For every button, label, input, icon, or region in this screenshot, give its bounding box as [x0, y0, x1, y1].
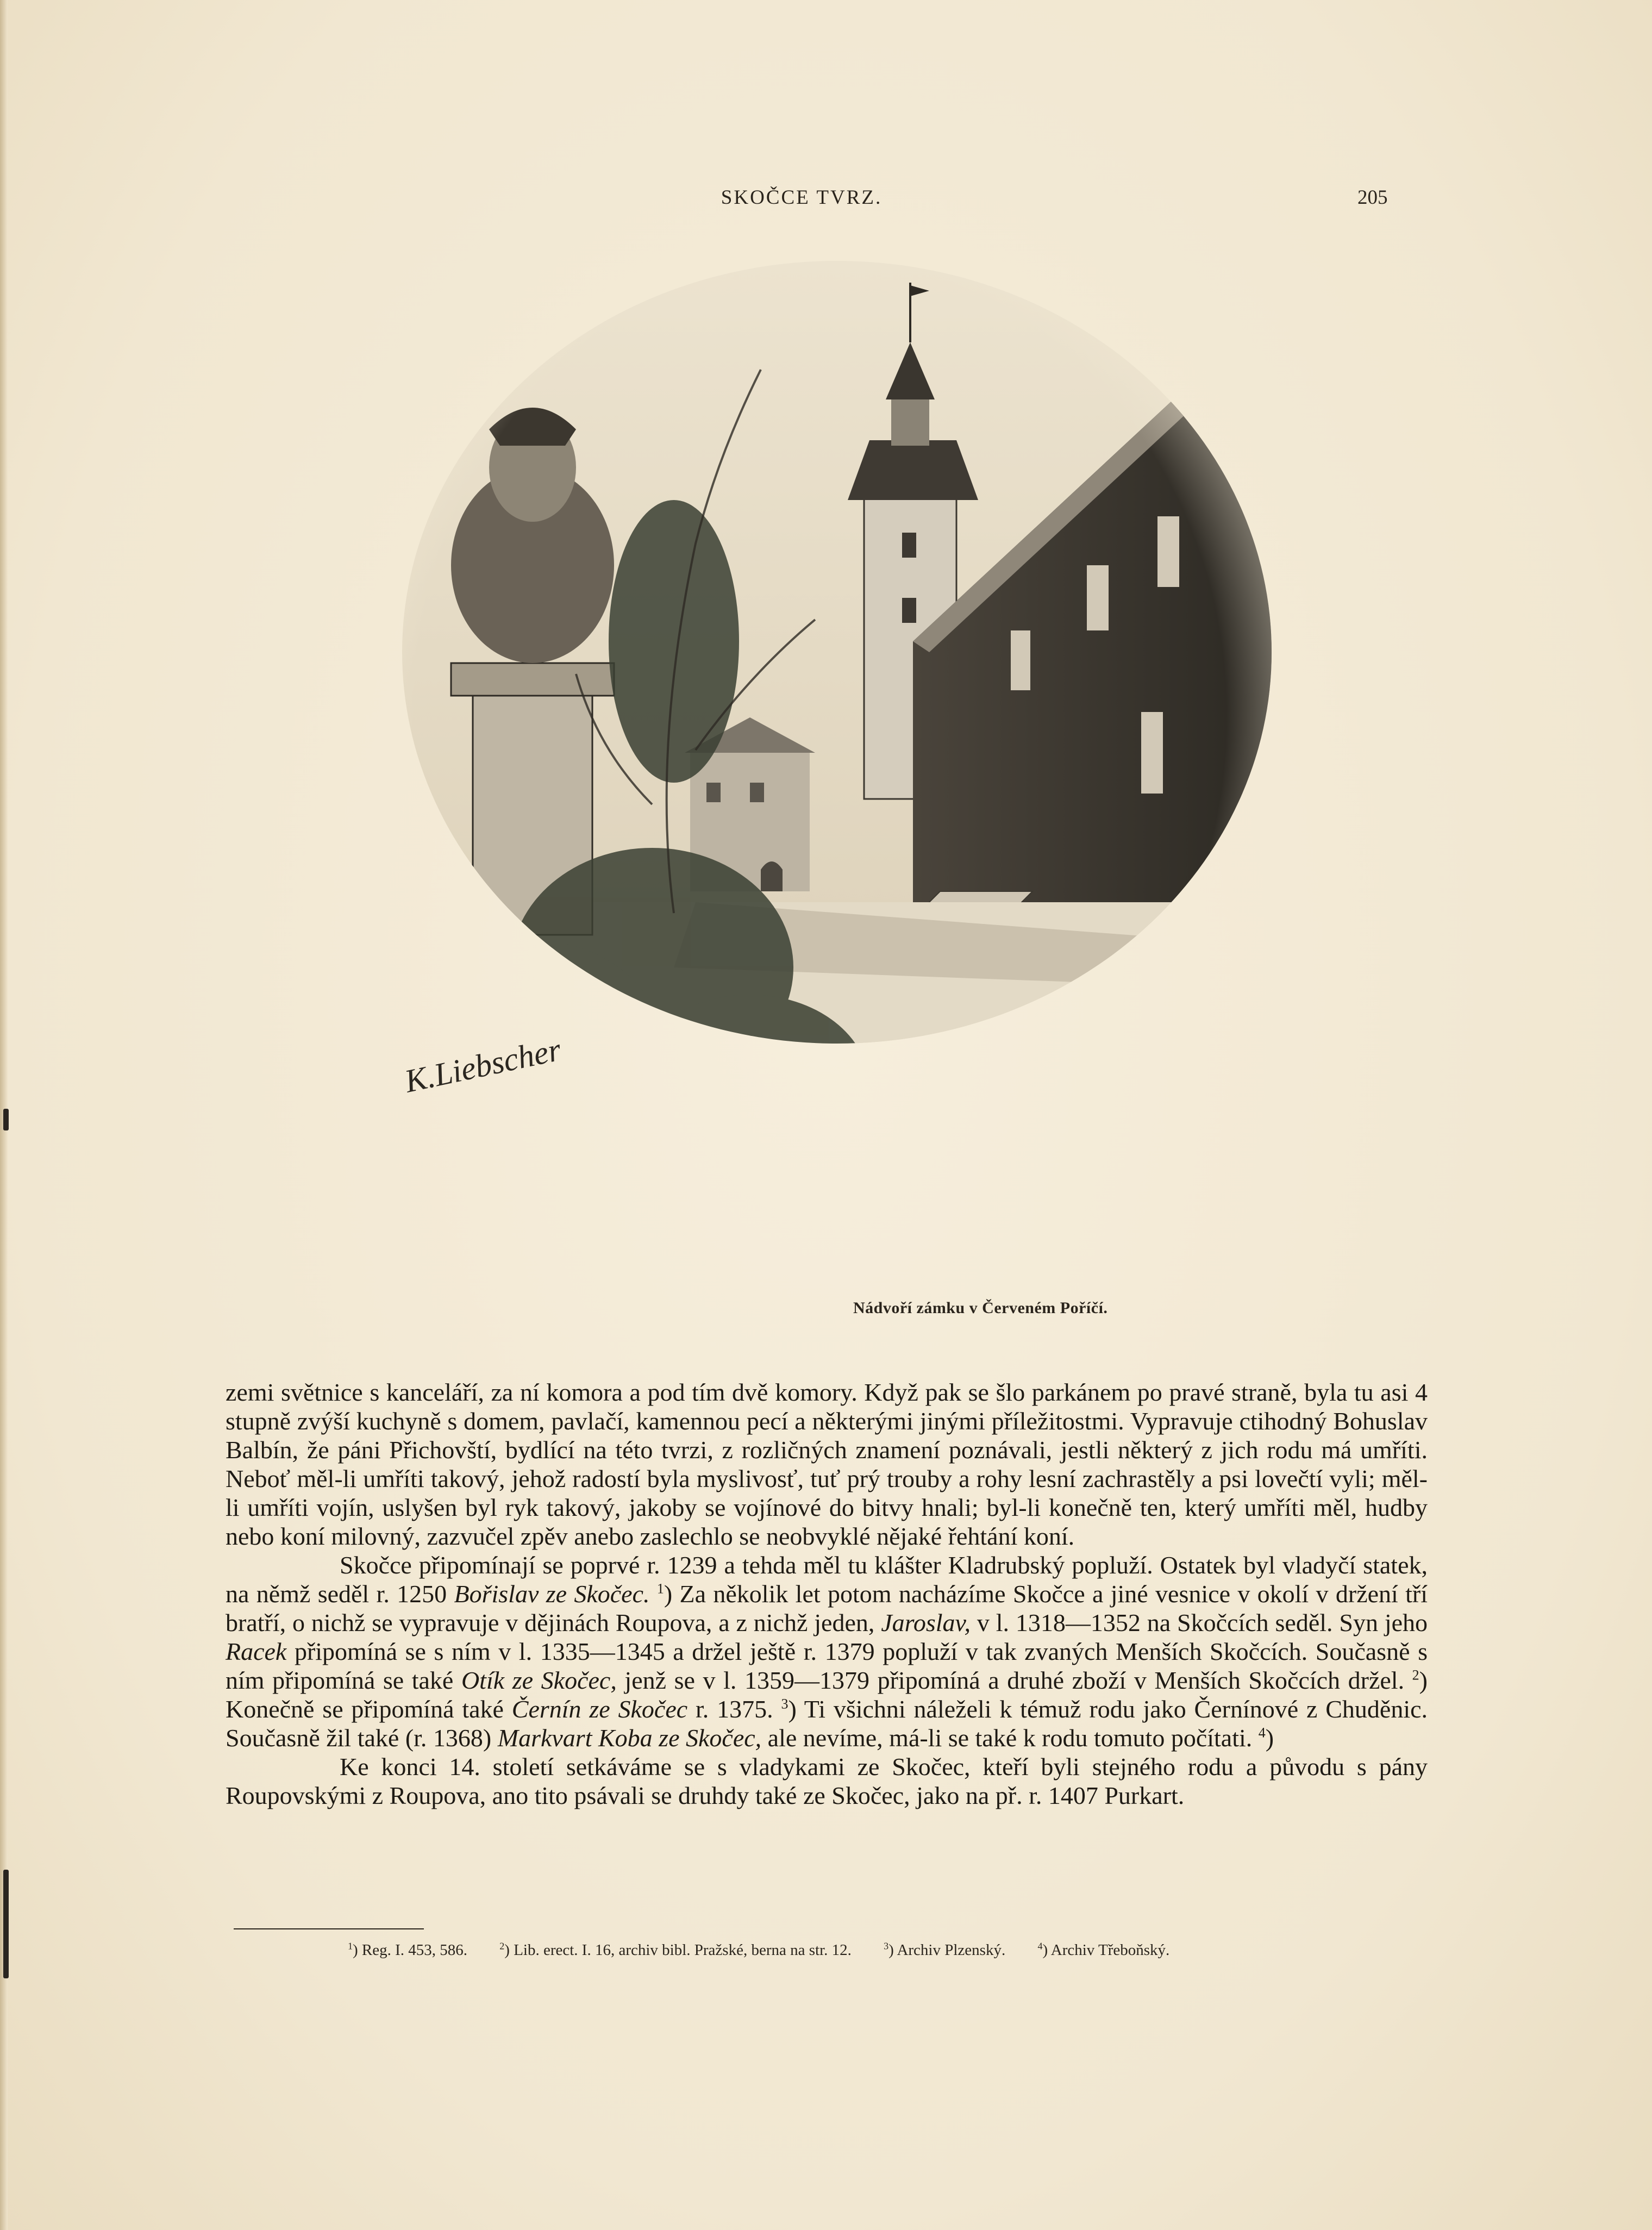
footnote-ref: 2 [1412, 1667, 1419, 1683]
running-title: SKOČCE TVRZ. [721, 186, 883, 209]
footnote: $^1$) Reg. I. 453, 586. [348, 1940, 468, 1959]
page-header [0, 186, 1652, 218]
footnote: $^4$) Archiv Třeboňský. [1037, 1940, 1170, 1959]
footnote: $^3$) Archiv Plzenský. [884, 1940, 1006, 1959]
person-name: Racek [226, 1638, 287, 1665]
text-run: ) Za několik let potom nacházíme Skočce a jiné vesnice v okolí v držení tří bratří, o nichž se vypravuje v dějinách Roupova, a z nichž jeden, [226, 1580, 1428, 1636]
text-run: ) Ti všichni náleželi k témuž rodu jako Černínové z Chuděnic. Současně žil také (r. 1368) [226, 1695, 1428, 1752]
text-run: ) Konečně se připomíná také [226, 1666, 1428, 1723]
page-number: 205 [1357, 186, 1388, 209]
footnotes [348, 1940, 1435, 1959]
paragraph: zemi světnice s kanceláří, za ní komora a pod tím dvě komory. Když pak se šlo parkánem po pravé straně, byla tu asi 4 stupně zvýší kuchyně s domem, pavlačí, kamennou pecí a některými jinými příležitostmi. Vypravuje ctihodný Bohuslav Balbín, že páni Přichovští, bydlící na této tvrzi, z rozličných znamení poznávali, jestli některý z jich rodu má umříti. Neboť měl-li umříti takový, jehož radostí byla myslivosť, tuť prý trouby a rohy lesní zachrastěly a psi lovečtí vyli; měl-li umříti vojín, uslyšen byl ryk takový, jakoby se vojínové do bitvy hnali; byl-li konečně ten, který umříti měl, hudby nebo koní milovný, zazvučel zpěv anebo zaslechlo se neobvyklé nějaké řehtání koní. [226, 1378, 1428, 1550]
person-name: Bořislav ze Skočec. [454, 1580, 650, 1608]
text-run: jenž se v l. 1359—1379 připomíná a druhé zboží v Menších Skočcích držel. [616, 1666, 1405, 1694]
text-run: ale nevíme, má-li se také k rodu tomuto počítati. [761, 1724, 1253, 1752]
vignette-scene [370, 261, 1272, 1272]
courtyard-illustration [370, 261, 1272, 1272]
edge-mark [3, 1109, 9, 1130]
person-name: Černín ze Skočec [511, 1695, 688, 1723]
person-name: Jaroslav, [881, 1609, 971, 1636]
footnote-divider [234, 1928, 424, 1929]
footnote-ref: 4 [1258, 1725, 1266, 1741]
edge-mark [3, 1870, 9, 1978]
figure-caption: Nádvoří zámku v Červeném Poříčí. [853, 1299, 1108, 1317]
text-run: ) [1265, 1724, 1274, 1752]
text-run: r. 1375. [687, 1695, 773, 1723]
paragraph [226, 1551, 1428, 1752]
person-name: Markvart Koba ze Skočec, [497, 1724, 762, 1752]
text-run: v l. 1318—1352 na Skočcích seděl. Syn jeho [971, 1609, 1428, 1636]
text-run: připomíná se s ním v l. 1335—1345 a držel ještě r. 1379 popluží v tak zvaných Menších Skočcích. Současně s ním připomíná se také [226, 1638, 1428, 1694]
footnote-ref: 3 [781, 1696, 789, 1712]
footnote: $^2$) Lib. erect. I. 16, archiv bibl. Pražské, berna na str. 12. [499, 1940, 852, 1959]
paragraph: Ke konci 14. století setkáváme se s vladykami ze Skočec, kteří byli stejného rodu a původu s pány Roupovskými z Roupova, ano tito psávali se druhdy také ze Skočec, jako na př. r. 1407 Purkart. [226, 1753, 1428, 1809]
text-run: Skočce připomínají se poprvé r. 1239 a tehda měl tu klášter Kladrubský popluží. Ostatek byl vladyčí statek, na němž seděl r. 1250 [226, 1551, 1428, 1608]
person-name: Otík ze Skočec, [461, 1666, 617, 1694]
artist-signature: K.Liebscher [401, 1031, 564, 1100]
body-text [226, 1378, 1428, 1810]
footnote-ref: 1 [656, 1581, 664, 1597]
